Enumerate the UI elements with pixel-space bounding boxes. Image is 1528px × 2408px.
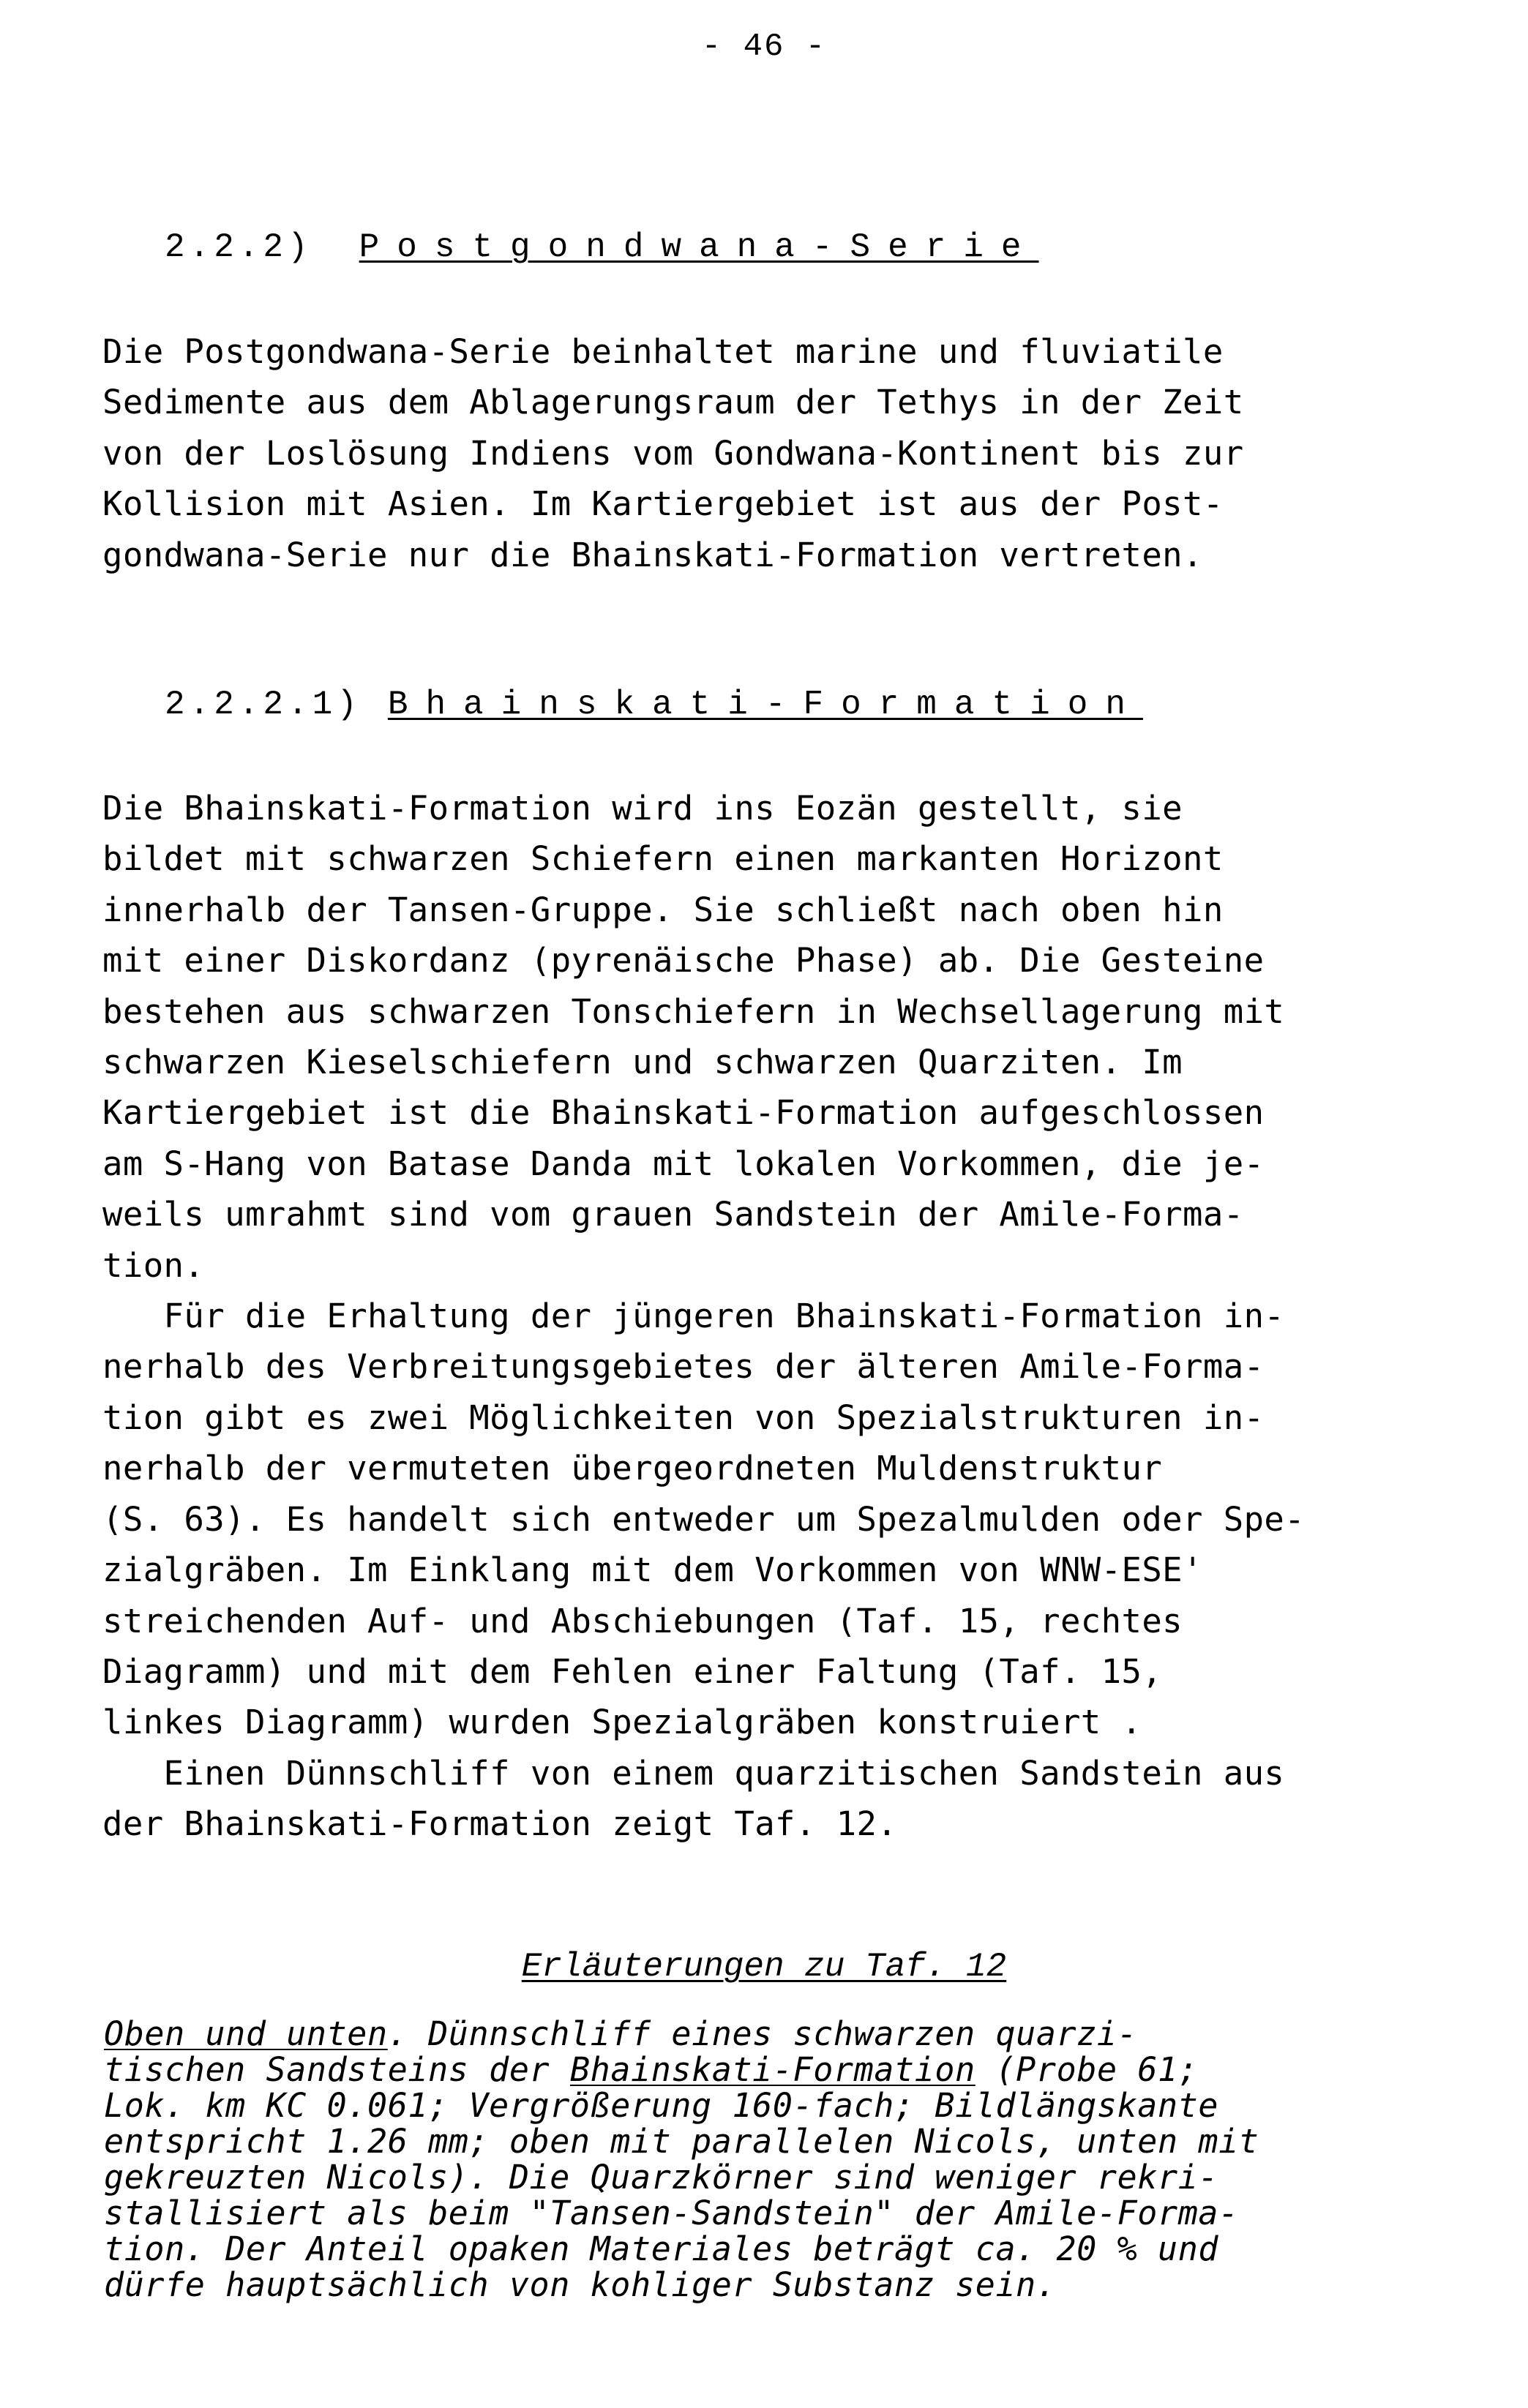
page-number: - 46 - [701, 29, 827, 65]
section-title: Postgondwana-Serie [359, 228, 1039, 266]
section-number: 2.2.2) [165, 228, 312, 266]
caption-text-rest: (Probe 61; Lok. km KC 0.061; Vergrößerung 160-fach; Bildlängskante entspricht 1.26 mm; oben mit parallelen Nicols, unten mit gekreuzten Nicols). Die Quarzkörner sind weniger rekri- stallisiert als beim "Tansen-Sandstein" der Amile-Forma- tion. Der Anteil opaken Materiales beträgt ca. 20 % und dürfe hauptsächlich von kohliger Substanz sein. [104, 2050, 1259, 2304]
caption-text-part: . Dünnschliff eines schwarzen quarzi- tischen Sandsteins der [104, 2014, 1138, 2089]
section-heading-postgondwana [165, 225, 1039, 269]
caption-formation-ref: Bhainskati-Formation [569, 2050, 975, 2089]
caption-text [104, 2016, 1259, 2303]
caption-title: Erläuterungen zu Taf. 12 [521, 1948, 1007, 1986]
section-heading-bhainskati [165, 683, 1143, 727]
caption-lead: Oben und unten [104, 2014, 388, 2053]
section-number: 2.2.2.1) [165, 686, 362, 724]
section-title: Bhainskati-Formation [387, 686, 1143, 724]
paragraph-postgondwana: Die Postgondwana-Serie beinhaltet marine und fluviatile Sedimente aus dem Ablagerungsraum der Tethys in der Zeit von der Loslösung Indiens vom Gondwana-Kontinent bis zur Kollision mit Asien. Im Kartiergebiet ist aus der Post- gondwana-Serie nur die Bhainskati-Formation vertreten. [102, 332, 1244, 574]
paragraph-bhainskati: Die Bhainskati-Formation wird ins Eozän gestellt, sie bildet mit schwarzen Schiefern einen markanten Horizont innerhalb der Tansen-Gruppe. Sie schließt nach oben hin mit einer Diskordanz (pyrenäische Phase) ab. Die Gesteine bestehen aus schwarzen Tonschiefern in Wechsellagerung mit schwarzen Kieselschiefern und schwarzen Quarziten. Im Kartiergebiet ist die Bhainskati-Formation aufgeschlossen am S-Hang von Batase Danda mit lokalen Vorkommen, die je- weils umrahmt sind vom grauen Sandstein der Amile-Forma- tion. Für die Erhaltung der jüngeren Bhainskati-Formation in- nerhalb des Verbreitungsgebietes der älteren Amile-Forma- tion gibt es zwei Möglichkeiten von Spezialstrukturen in- nerhalb der vermuteten übergeordneten Muldenstruktur (S. 63). Es handelt sich entweder um Spezalmulden oder Spe- zialgräben. Im Einklang mit dem Vorkommen von WNW-ESE' streichenden Auf- und Abschiebungen (Taf. 15, rechtes Diagramm) und mit dem Fehlen einer Faltung (Taf. 15, linkes Diagramm) wurden Spezialgräben konstruiert . Einen Dünnschliff von einem quarzitischen Sandstein aus der Bhainskati-Formation zeigt Taf. 12. [102, 789, 1306, 1844]
